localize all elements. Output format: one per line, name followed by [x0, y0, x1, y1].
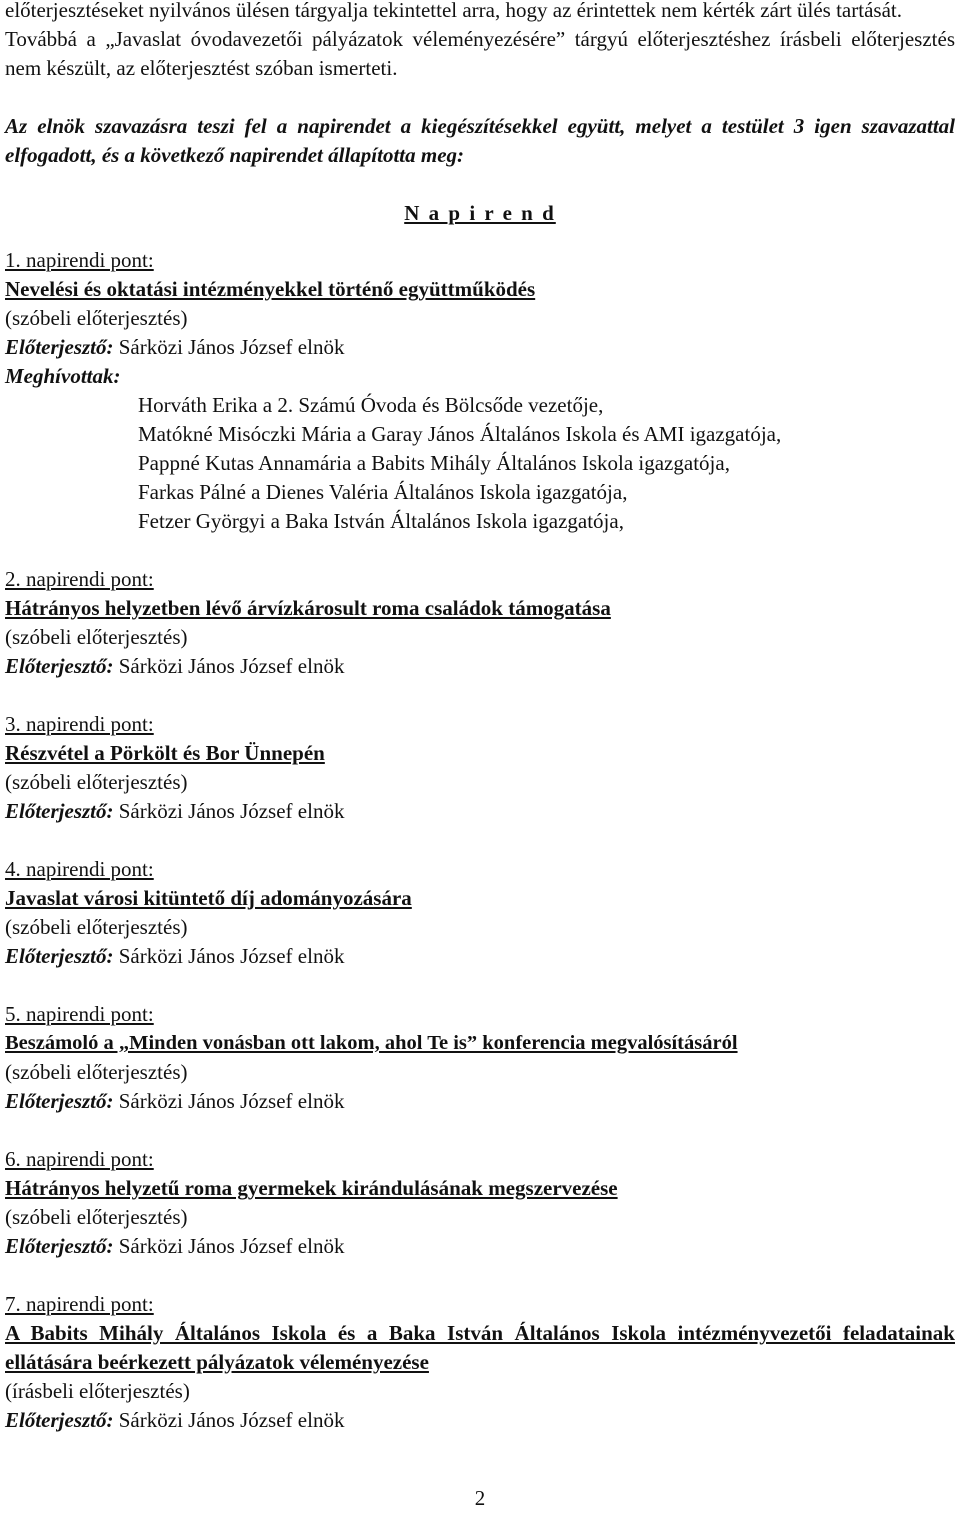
agenda-item-note: (írásbeli előterjesztés) — [5, 1379, 190, 1403]
agenda-item-presenter — [5, 1406, 955, 1435]
invitee: Pappné Kutas Annamária a Babits Mihály Általános Iskola igazgatója, — [138, 451, 730, 475]
document-page — [5, 0, 955, 1435]
agenda-title: N a p i r e n d — [404, 201, 556, 225]
invited-label: Meghívottak: — [5, 364, 121, 388]
agenda-item-note: (szóbeli előterjesztés) — [5, 1060, 188, 1084]
agenda-item-note: (szóbeli előterjesztés) — [5, 306, 188, 330]
presenter-label: Előterjesztő: — [5, 799, 114, 823]
presenter-name: Sárközi János József elnök — [113, 1408, 345, 1432]
agenda-item-6 — [5, 1145, 955, 1261]
agenda-item-note: (szóbeli előterjesztés) — [5, 915, 188, 939]
agenda-item-presenter — [5, 1087, 955, 1116]
presenter-label: Előterjesztő: — [5, 944, 114, 968]
presenter-label: Előterjesztő: — [5, 1408, 114, 1432]
agenda-item-number: 5. napirendi pont: — [5, 1002, 154, 1026]
agenda-item-presenter — [5, 333, 955, 362]
agenda-item-1 — [5, 246, 955, 536]
invitee: Matókné Misóczki Mária a Garay János Általános Iskola és AMI igazgatója, — [138, 422, 782, 446]
agenda-item-number: 1. napirendi pont: — [5, 248, 154, 272]
invitee: Fetzer Györgyi a Baka István Általános Iskola igazgatója, — [138, 509, 624, 533]
agenda-item-number: 2. napirendi pont: — [5, 567, 154, 591]
agenda-item-number: 3. napirendi pont: — [5, 712, 154, 736]
intro-paragraph-2: Továbbá a „Javaslat óvodavezetői pályázatok véleményezésére” tárgyú előterjesztéshez írásbeli előterjesztés nem készült, az előterjesztést szóban ismerteti. — [5, 27, 955, 80]
agenda-item-title: A Babits Mihály Általános Iskola és a Baka István Általános Iskola intézményvezetői feladatainak ellátására beérkezett pályázatok véleményezése — [5, 1321, 955, 1374]
presenter-name: Sárközi János József elnök — [113, 654, 345, 678]
agenda-item-7 — [5, 1290, 955, 1435]
presenter-name: Sárközi János József elnök — [113, 335, 345, 359]
agenda-item-note: (szóbeli előterjesztés) — [5, 770, 188, 794]
page-number: 2 — [474, 1486, 486, 1510]
invitee: Farkas Pálné a Dienes Valéria Általános Iskola igazgatója, — [138, 480, 628, 504]
presenter-label: Előterjesztő: — [5, 654, 114, 678]
presenter-name: Sárközi János József elnök — [113, 799, 345, 823]
agenda-item-2 — [5, 565, 955, 681]
presenter-name: Sárközi János József elnök — [113, 1089, 345, 1113]
agenda-item-title: Javaslat városi kitüntető díj adományozására — [5, 886, 412, 910]
presenter-name: Sárközi János József elnök — [113, 1234, 345, 1258]
agenda-item-title: Részvétel a Pörkölt és Bor Ünnepén — [5, 741, 325, 765]
agenda-item-title: Beszámoló a „Minden vonásban ott lakom, ahol Te is” konferencia megvalósításáról — [5, 1032, 738, 1054]
agenda-item-number: 4. napirendi pont: — [5, 857, 154, 881]
agenda-item-title: Hátrányos helyzetű roma gyermekek kirándulásának megszervezése — [5, 1176, 618, 1200]
invitees-list — [5, 391, 955, 536]
agenda-item-5 — [5, 1000, 955, 1116]
agenda-item-presenter — [5, 652, 955, 681]
presenter-label: Előterjesztő: — [5, 1089, 114, 1113]
agenda-item-presenter — [5, 1232, 955, 1261]
agenda-item-title: Hátrányos helyzetben lévő árvízkárosult roma családok támogatása — [5, 596, 611, 620]
agenda-item-title: Nevelési és oktatási intézményekkel történő együttműködés — [5, 277, 536, 301]
agenda-item-3 — [5, 710, 955, 826]
agenda-item-number: 6. napirendi pont: — [5, 1147, 154, 1171]
agenda-item-4 — [5, 855, 955, 971]
agenda-item-note: (szóbeli előterjesztés) — [5, 625, 188, 649]
presenter-label: Előterjesztő: — [5, 1234, 114, 1258]
intro-paragraph-1: előterjesztéseket nyilvános ülésen tárgyalja tekintettel arra, hogy az érintettek nem kérték zárt ülés tartását. — [5, 0, 902, 22]
agenda-item-presenter — [5, 797, 955, 826]
vote-statement: Az elnök szavazásra teszi fel a napirendet a kiegészítésekkel együtt, melyet a testület 3 igen szavazattal elfogadott, és a következő napirendet állapította meg: — [5, 114, 955, 167]
presenter-label: Előterjesztő: — [5, 335, 114, 359]
agenda-item-note: (szóbeli előterjesztés) — [5, 1205, 188, 1229]
presenter-name: Sárközi János József elnök — [113, 944, 345, 968]
invitee: Horváth Erika a 2. Számú Óvoda és Bölcsőde vezetője, — [138, 393, 604, 417]
agenda-item-presenter — [5, 942, 955, 971]
agenda-item-number: 7. napirendi pont: — [5, 1292, 154, 1316]
